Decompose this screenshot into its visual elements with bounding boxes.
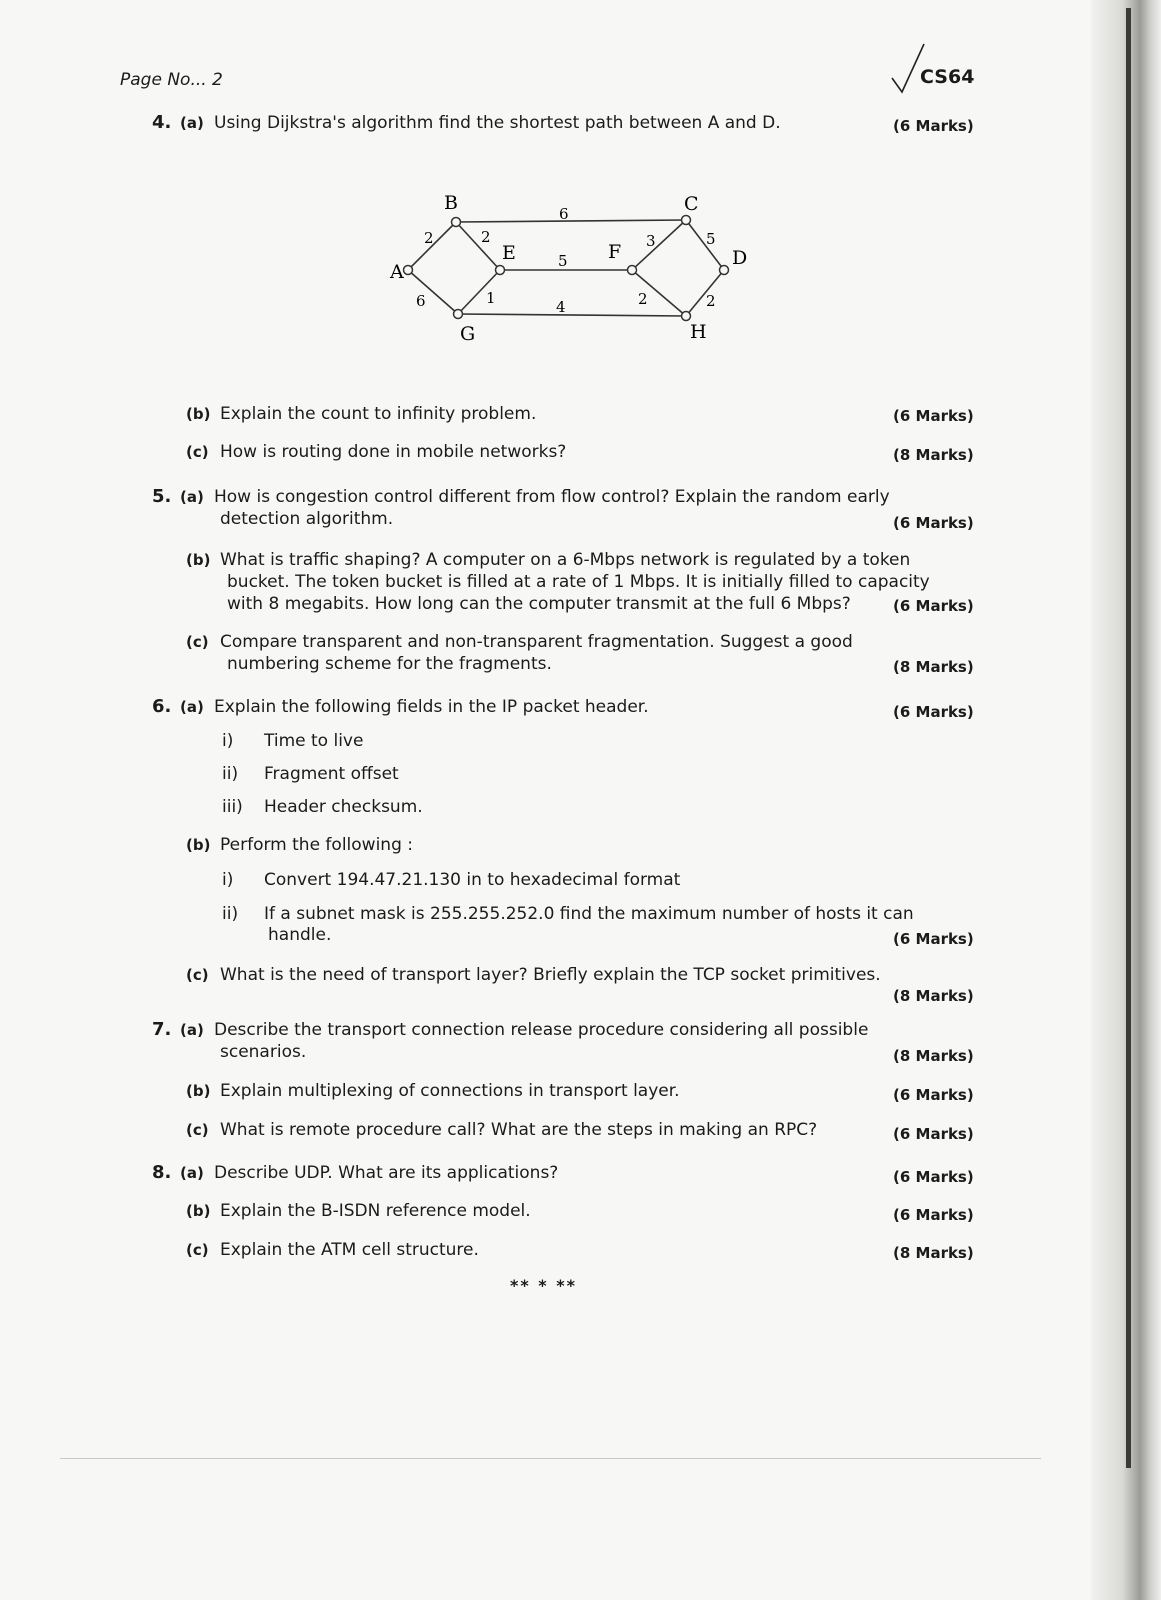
question-text: Explain the following fields in the IP packet header. (214, 697, 649, 717)
part-label: (a) (180, 1164, 204, 1182)
question-5b (186, 549, 910, 571)
roman-numeral: i) (222, 870, 234, 890)
question-6b (186, 834, 413, 856)
binding-line (1126, 8, 1131, 1468)
marks-8a: (6 Marks) (893, 1168, 974, 1186)
weight-b-e: 2 (481, 228, 491, 246)
page-number: Page No... 2 (120, 70, 223, 90)
node-e (496, 266, 505, 275)
marks-5c: (8 Marks) (893, 658, 974, 676)
network-graph-diagram (360, 188, 780, 348)
item-text: Convert 194.47.21.130 in to hexadecimal format (264, 870, 681, 890)
part-label: (b) (186, 551, 211, 569)
marks-6b: (6 Marks) (893, 930, 974, 948)
list-item (222, 869, 680, 891)
question-6c (186, 964, 881, 986)
part-label: (a) (180, 698, 204, 716)
node-h (682, 312, 691, 321)
roman-numeral: ii) (222, 764, 239, 784)
part-label: (a) (180, 114, 204, 132)
edge-g-h (458, 314, 686, 316)
marks-7b: (6 Marks) (893, 1086, 974, 1104)
page-fold-line (60, 1458, 1041, 1459)
node-label-g: G (460, 323, 476, 345)
question-8b (186, 1200, 531, 1222)
node-d (720, 266, 729, 275)
marks-7a: (8 Marks) (893, 1047, 974, 1065)
weight-g-e: 1 (486, 289, 496, 307)
part-label: (b) (186, 836, 211, 854)
question-number: 5. (152, 486, 172, 507)
item-text: Fragment offset (264, 764, 399, 784)
question-7a-line2: scenarios. (220, 1042, 307, 1062)
node-g (454, 310, 463, 319)
question-text: Describe UDP. What are its applications? (214, 1163, 559, 1183)
marks-6a: (6 Marks) (893, 703, 974, 721)
roman-numeral: i) (222, 731, 234, 751)
node-label-f: F (608, 241, 622, 263)
weight-e-f: 5 (558, 252, 568, 270)
marks-5a: (6 Marks) (893, 514, 974, 532)
weight-h-d: 2 (706, 292, 716, 310)
marks-5b: (6 Marks) (893, 597, 974, 615)
node-f (628, 266, 637, 275)
question-5c-line2: numbering scheme for the fragments. (227, 654, 552, 674)
question-7a (152, 1019, 868, 1041)
marks-8c: (8 Marks) (893, 1244, 974, 1262)
question-5b-line2: bucket. The token bucket is filled at a rate of 1 Mbps. It is initially filled to capacity (227, 572, 930, 592)
question-text: Explain the count to infinity problem. (220, 404, 537, 424)
weight-f-h: 2 (638, 290, 648, 308)
question-4b (186, 403, 536, 425)
end-marker: ** * ** (510, 1276, 577, 1295)
node-label-b: B (444, 192, 458, 214)
question-5a-line2: detection algorithm. (220, 509, 394, 529)
question-8a (152, 1162, 558, 1184)
question-text: How is routing done in mobile networks? (220, 442, 567, 462)
question-8c (186, 1239, 479, 1261)
part-label: (c) (186, 1241, 209, 1259)
question-7b (186, 1080, 680, 1102)
question-text: Explain multiplexing of connections in transport layer. (220, 1081, 680, 1101)
course-code: CS64 (920, 66, 975, 88)
item-text: Time to live (264, 731, 364, 751)
part-label: (b) (186, 1202, 211, 1220)
question-text: Explain the B-ISDN reference model. (220, 1201, 531, 1221)
question-text-line1: Describe the transport connection release procedure considering all possible (214, 1020, 869, 1040)
question-text-line1: What is traffic shaping? A computer on a 6-Mbps network is regulated by a token (220, 550, 911, 570)
list-item (222, 730, 363, 752)
part-label: (c) (186, 1121, 209, 1139)
question-number: 6. (152, 696, 172, 717)
list-item-continuation: handle. (268, 925, 332, 945)
item-text: Header checksum. (264, 797, 423, 817)
edge-h-d (686, 270, 724, 316)
question-number: 4. (152, 112, 172, 133)
question-text-line1: Compare transparent and non-transparent fragmentation. Suggest a good (220, 632, 853, 652)
node-label-h: H (690, 321, 707, 343)
question-text-line1: How is congestion control different from flow control? Explain the random early (214, 487, 890, 507)
edge-f-c (632, 220, 686, 270)
part-label: (a) (180, 1021, 204, 1039)
marks-4b: (6 Marks) (893, 407, 974, 425)
part-label: (b) (186, 1082, 211, 1100)
roman-numeral: ii) (222, 904, 239, 924)
question-5b-line3: with 8 megabits. How long can the computer transmit at the full 6 Mbps? (227, 594, 851, 614)
question-5a (152, 486, 890, 508)
node-label-e: E (502, 242, 516, 264)
weight-a-g: 6 (416, 292, 426, 310)
node-b (452, 218, 461, 227)
weight-f-c: 3 (646, 232, 656, 250)
part-label: (c) (186, 633, 209, 651)
question-4a (152, 112, 781, 134)
list-item (222, 763, 399, 785)
node-label-d: D (732, 247, 748, 269)
question-5c (186, 631, 853, 653)
weight-a-b: 2 (424, 229, 434, 247)
marks-6c: (8 Marks) (893, 987, 974, 1005)
part-label: (c) (186, 966, 209, 984)
weight-c-d: 5 (706, 230, 716, 248)
part-label: (a) (180, 488, 204, 506)
roman-numeral: iii) (222, 797, 243, 817)
weight-g-h: 4 (556, 298, 566, 316)
node-a (404, 266, 413, 275)
question-text: Perform the following : (220, 835, 413, 855)
edge-b-e (456, 222, 500, 270)
part-label: (b) (186, 405, 211, 423)
question-text: What is the need of transport layer? Briefly explain the TCP socket primitives. (220, 965, 881, 985)
question-text: Using Dijkstra's algorithm find the shortest path between A and D. (214, 113, 781, 133)
question-6a (152, 696, 649, 718)
question-number: 7. (152, 1019, 172, 1040)
question-text: Explain the ATM cell structure. (220, 1240, 479, 1260)
marks-8b: (6 Marks) (893, 1206, 974, 1224)
edge-b-c (456, 220, 686, 222)
node-label-a: A (390, 261, 404, 283)
question-number: 8. (152, 1162, 172, 1183)
marks-4a: (6 Marks) (893, 117, 974, 135)
list-item (222, 796, 423, 818)
weight-b-c: 6 (559, 205, 569, 223)
question-4c (186, 441, 566, 463)
node-c (682, 216, 691, 225)
list-item (222, 903, 914, 925)
question-text: What is remote procedure call? What are the steps in making an RPC? (220, 1120, 818, 1140)
question-7c (186, 1119, 817, 1141)
marks-4c: (8 Marks) (893, 446, 974, 464)
part-label: (c) (186, 443, 209, 461)
node-label-c: C (684, 193, 699, 215)
edge-c-d (686, 220, 724, 270)
item-text: If a subnet mask is 255.255.252.0 find the maximum number of hosts it can (264, 904, 914, 924)
marks-7c: (6 Marks) (893, 1125, 974, 1143)
